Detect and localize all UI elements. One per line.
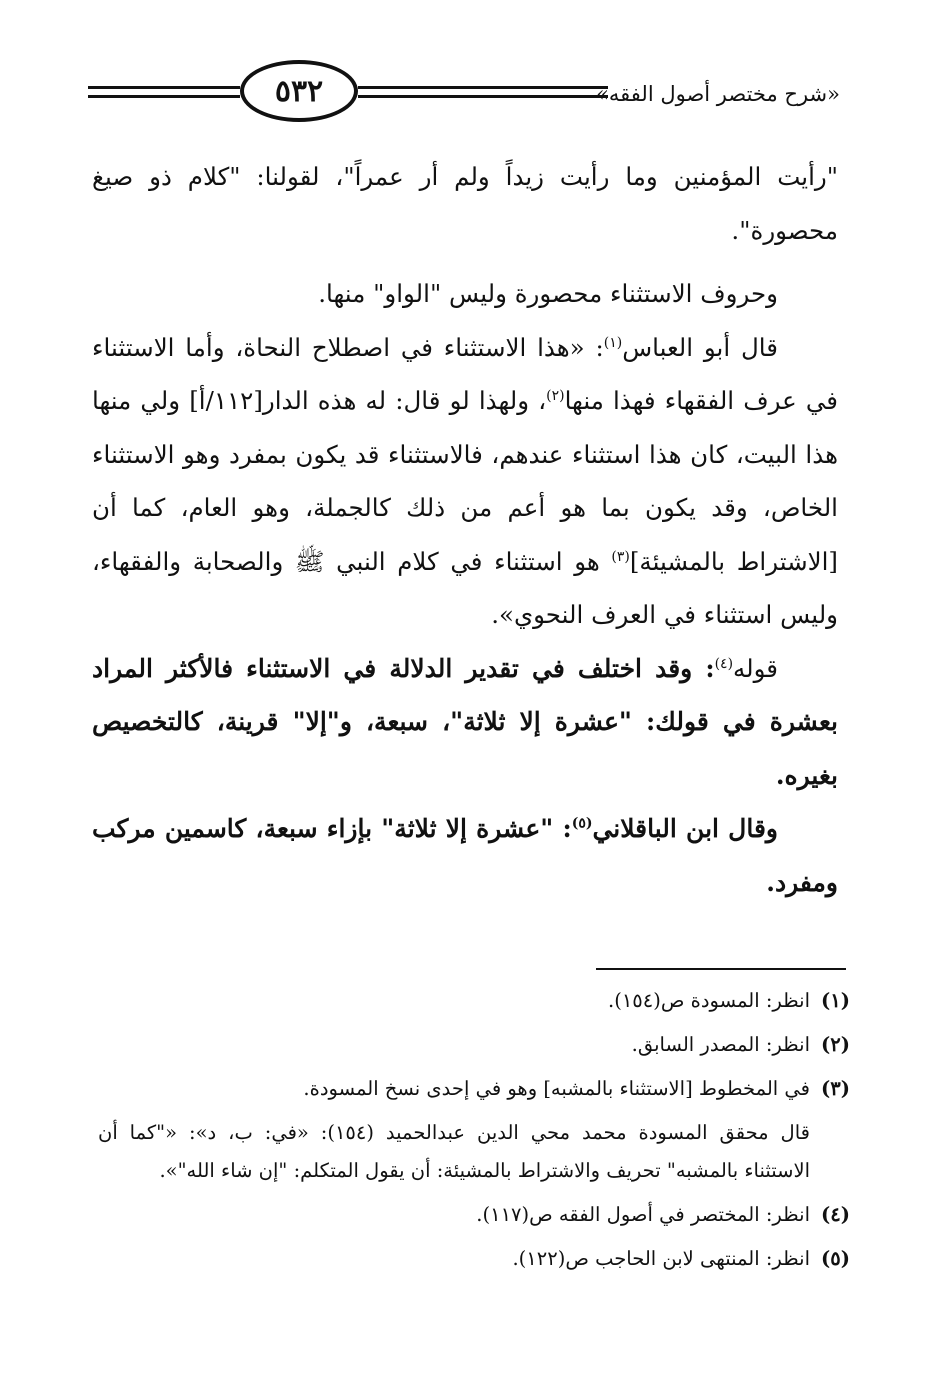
footnote-5 [98, 1240, 850, 1278]
page-header [88, 60, 840, 140]
page-number-badge [240, 60, 358, 122]
footnote-number: (٥) [821, 1247, 850, 1270]
para-4-text-a: قوله [733, 653, 778, 683]
running-title: «شرح مختصر أصول الفقه» [596, 82, 840, 106]
footnote-text: في المخطوط [الاستثناء بالمشبه] وهو في إحدى نسخ المسودة. [303, 1077, 810, 1100]
para-3-text-b: : «هذا الاستثناء في اصطلاح النحاة، وأما الاستثناء في عرف الفقهاء فهذا منها [92, 332, 838, 415]
para-3-text-a: قال أبو العباس [622, 332, 778, 362]
body-paragraph-3 [92, 321, 838, 642]
footnote-text: قال محقق المسودة محمد محي الدين عبدالحميد (١٥٤): «في: ب، د»: «"كما أن الاستثناء بالمشبه" تحريف والاشتراط بالمشيئة: أن يقول المتكلم: "إن شاء الله"». [98, 1121, 810, 1182]
footnote-3 [98, 1070, 850, 1108]
footnote-4 [98, 1196, 850, 1234]
body-line-1: "رأيت المؤمنين وما رأيت زيداً ولم أر عمراً"، لقولنا: "كلام ذو صيغ محصورة". [92, 162, 838, 245]
para-4-text-b: : وقد اختلف في تقدير الدلالة في الاستثناء فالأكثر المراد بعشرة في قولك: "عشرة إلا ثلاثة"، سبعة، و"إلا" قرينة، كالتخصيص بغيره. [92, 653, 838, 790]
footnote-ref-5: (٥) [571, 815, 593, 832]
footnote-2 [98, 1026, 850, 1064]
main-text [92, 150, 838, 909]
header-rule-left [88, 86, 240, 98]
footnote-number: (٢) [821, 1033, 850, 1056]
footnote-divider [596, 968, 846, 970]
para-3-text-c: ، ولهذا لو قال: له هذه الدار[١١٢/أ] ولي منها هذا البيت، كان هذا استثناء عندهم، فالاستثناء قد يكون بمفرد وهو الاستثناء الخاص، وقد يكون بما هو أعم من ذلك كالجملة، وهو العام، كما أن [الاشتراط بالمشيئة] [92, 386, 838, 576]
para-3-text-d: هو استثناء في كلام النبي ﷺ والصحابة والفقهاء، وليس استثناء في العرف النحوي». [92, 546, 838, 629]
para-5-text-b: : "عشرة إلا ثلاثة" بإزاء سبعة، كاسمين مركب ومفرد. [92, 814, 838, 897]
footnote-3-continuation [98, 1114, 850, 1190]
page-number: ٥٣٢ [274, 73, 324, 109]
footnotes-section [98, 982, 850, 1284]
footnote-text: انظر: المصدر السابق. [631, 1033, 810, 1056]
footnote-1 [98, 982, 850, 1020]
footnote-number: (١) [821, 989, 850, 1012]
footnote-ref-4: (٤) [714, 655, 734, 672]
footnote-number: (٤) [821, 1203, 850, 1226]
footnote-ref-2: (٢) [546, 387, 565, 404]
para-5-text-a: وقال ابن الباقلاني [592, 814, 778, 843]
footnote-text: انظر: المسودة ص(١٥٤). [608, 989, 810, 1012]
header-rule-right [358, 86, 608, 98]
footnote-number: (٣) [821, 1077, 850, 1100]
footnote-ref-1: (١) [603, 334, 623, 351]
footnote-text: انظر: المنتهى لابن الحاجب ص(١٢٢). [512, 1247, 810, 1270]
footnote-text: انظر: المختصر في أصول الفقه ص(١١٧). [476, 1203, 810, 1226]
body-paragraph-5 [92, 802, 838, 909]
body-paragraph-2: وحروف الاستثناء محصورة وليس "الواو" منها. [318, 279, 778, 308]
body-paragraph-4 [92, 642, 838, 803]
footnote-ref-3: (٣) [611, 548, 630, 565]
